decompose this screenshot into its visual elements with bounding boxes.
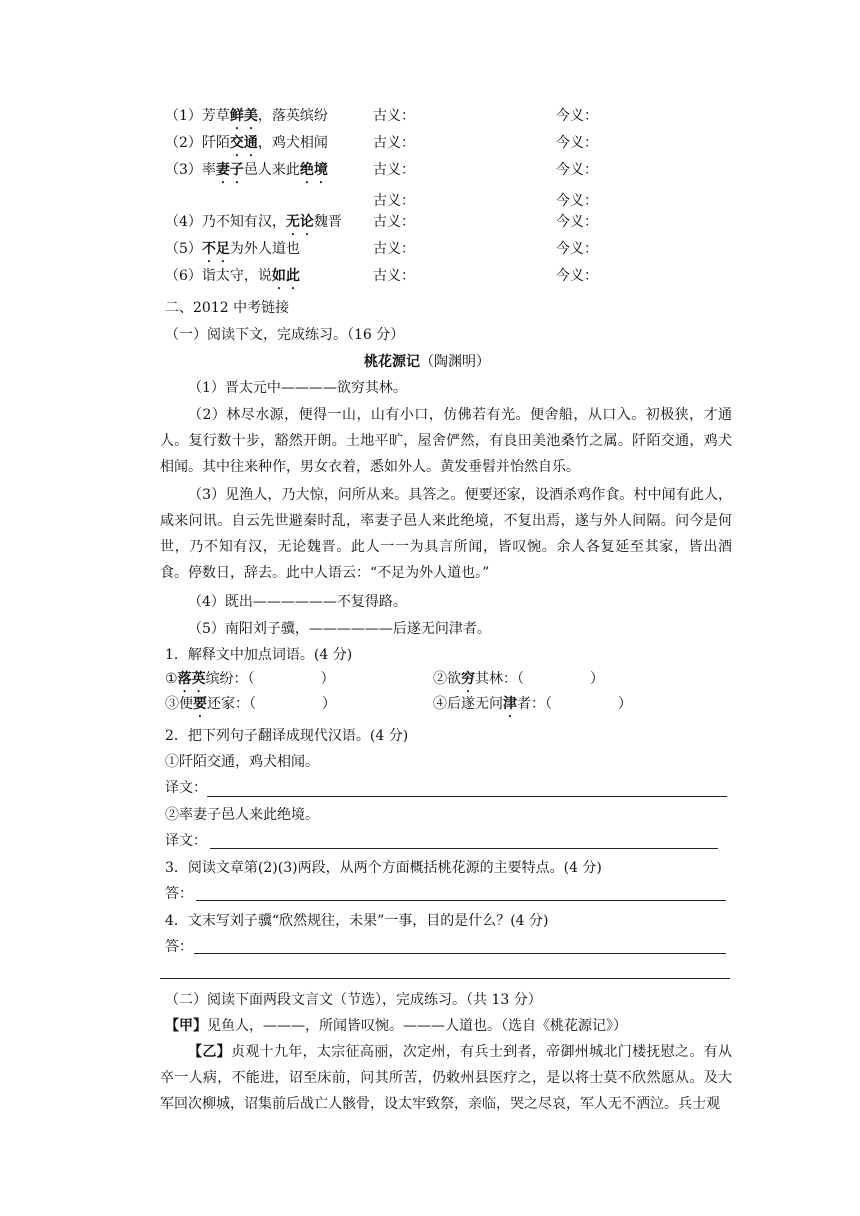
dotted-word: 论 (299, 214, 314, 230)
old-meaning-label: 古义： (373, 193, 415, 209)
vocab-row-4 (165, 212, 342, 232)
passage-yi (160, 1039, 732, 1117)
answer-line[interactable] (160, 978, 730, 979)
vocab-row-1 (165, 106, 328, 126)
item-text: 者：（ (517, 696, 552, 712)
new-meaning-label: 今义： (556, 241, 598, 257)
q1-item-2 (433, 669, 604, 689)
passage-tag: 【乙】 (188, 1044, 231, 1060)
dotted-word: 此 (285, 268, 300, 284)
old-meaning-label: 古义： (373, 162, 415, 178)
dotted-word: 通 (243, 135, 258, 151)
vocab-row-2 (165, 133, 328, 153)
title-text: 桃花源记 (364, 354, 420, 370)
question-2-stem: 2．把下列句子翻译成现代汉语。(4 分) (165, 728, 409, 744)
question-3-stem: 3．阅读文章第(2)(3)两段，从两个方面概括桃花源的主要特点。(4 分) (165, 860, 602, 876)
new-meaning-label: 今义： (556, 162, 598, 178)
answer-line[interactable] (194, 953, 726, 954)
old-meaning-label: 古义： (373, 135, 415, 151)
item-number: ④ (433, 696, 447, 712)
passage-tag: 【甲】 (165, 1018, 207, 1034)
row-number: （4） (165, 214, 202, 230)
dotted-word: 绝 (299, 162, 314, 178)
q1-item-3 (165, 694, 336, 714)
dotted-word: 落 (177, 671, 192, 687)
part-intro: （一）阅读下文，完成练习。（16 分） (165, 327, 405, 343)
old-meaning-label: 古义： (373, 214, 415, 230)
row-text: 阡陌 (201, 135, 230, 151)
answer-line[interactable] (210, 848, 718, 849)
dotted-word: 妻 (215, 162, 230, 178)
dotted-word: 要 (193, 696, 207, 712)
row-text: 邑人来此 (243, 162, 300, 178)
dotted-word: 如 (271, 268, 286, 284)
item-number: ② (433, 671, 447, 687)
item-text: ） (320, 671, 335, 687)
row-text: 率 (201, 162, 216, 178)
dotted-word: 鲜 (229, 108, 244, 124)
item-text: 缤纷：（ (205, 671, 255, 687)
q2-sentence-2: ②率妻子邑人来此绝境。 (165, 807, 319, 823)
dotted-word: 足 (215, 241, 230, 257)
row-number: （6） (165, 268, 202, 284)
passage-text: 见鱼人，———，所闻皆叹惋。———人道也。（选自《桃花源记》） (207, 1018, 627, 1034)
dotted-word: 美 (243, 108, 258, 124)
q1-item-4 (433, 694, 632, 714)
paragraph-5: （5）南阳刘子骥，——————后遂无问津者。 (188, 621, 491, 637)
dotted-word: 穷 (461, 671, 475, 687)
old-meaning-label: 古义： (373, 108, 415, 124)
item-number: ① (165, 671, 178, 687)
answer-line[interactable] (196, 900, 726, 901)
row-number: （1） (165, 108, 202, 124)
item-text: 还家：（ (207, 696, 256, 712)
dotted-word: 境 (313, 162, 328, 178)
author-text: （陶渊明） (420, 354, 490, 370)
row-text: 魏晋 (313, 214, 342, 230)
translation-label: 译文： (165, 780, 207, 796)
new-meaning-label: 今义： (556, 108, 598, 124)
dotted-word: 英 (191, 671, 206, 687)
passage-title (364, 352, 490, 372)
old-meaning-label: 古义： (373, 268, 415, 284)
new-meaning-label: 今义： (556, 214, 598, 230)
passage-jia (165, 1016, 627, 1036)
question-4-stem: 4．文末写刘子骥“欣然规往，未果”一事，目的是什么？(4 分) (165, 913, 549, 929)
item-text: 其林：（ (475, 671, 524, 687)
old-meaning-label: 古义： (373, 241, 415, 257)
dotted-word: 津 (503, 696, 517, 712)
translation-label: 译文： (165, 833, 207, 849)
row-number: （2） (165, 135, 202, 151)
item-text: 欲 (447, 671, 461, 687)
row-text: 乃不知有汉， (201, 214, 286, 230)
row-text: 为外人道也 (229, 241, 300, 257)
item-text: ） (322, 696, 336, 712)
dotted-word: 交 (229, 135, 244, 151)
part-intro: （二）阅读下面两段文言文（节选），完成练习。（共 13 分） (165, 992, 542, 1008)
row-text: 诣太守，说 (201, 268, 272, 284)
item-text: 后遂无问 (447, 696, 503, 712)
row-text: 芳草 (201, 108, 230, 124)
new-meaning-label: 今义： (556, 268, 598, 284)
answer-label: 答： (165, 886, 193, 902)
dotted-word: 子 (229, 162, 244, 178)
vocab-row-5 (165, 239, 300, 259)
answer-line[interactable] (207, 796, 727, 797)
vocab-row-3 (165, 160, 328, 180)
new-meaning-label: 今义： (556, 135, 598, 151)
dotted-word: 无 (285, 214, 300, 230)
q1-item-1 (165, 669, 335, 689)
item-number: ③ (165, 696, 179, 712)
new-meaning-label: 今义： (556, 193, 598, 209)
answer-label: 答： (165, 939, 193, 955)
dotted-word: 不 (201, 241, 216, 257)
row-number: （5） (165, 241, 202, 257)
q2-sentence-1: ①阡陌交通，鸡犬相闻。 (165, 754, 319, 770)
vocab-row-6 (165, 266, 300, 286)
question-1-stem: 1．解释文中加点词语。(4 分) (165, 647, 353, 663)
row-text: ，落英缤纷 (257, 108, 328, 124)
item-text: 便 (179, 696, 193, 712)
item-text: ） (618, 696, 632, 712)
row-number: （3） (165, 162, 202, 178)
paragraph-1: （1）晋太元中————欲穷其林。 (188, 380, 407, 396)
paragraph-4: （4）既出——————不复得路。 (188, 594, 407, 610)
row-text: ，鸡犬相闻 (257, 135, 328, 151)
paragraph-3: （3）见渔人，乃大惊，问所从来。具答之。便要还家，设酒杀鸡作食。村中闻有此人，咸来问讯。自云先世避秦时乱，率妻子邑人来此绝境，不复出焉，遂与外人间隔。问今是何世，乃不知有汉，无论魏晋。此人一一为具言所闻，皆叹惋。余人各复延至其家，皆出酒食。停数日，辞去。此中人语云：“不足为外人道也。” (160, 487, 732, 581)
paragraph-2: （2）林尽水源，便得一山，山有小口，仿佛若有光。便舍船，从口入。初极狭，才通人。复行数十步，豁然开朗。土地平旷，屋舍俨然，有良田美池桑竹之属。阡陌交通，鸡犬相闻。其中往来种作，男女衣着，悉如外人。黄发垂髫并怡然自乐。 (160, 407, 732, 475)
item-text: ） (590, 671, 604, 687)
passage-text: 贞观十九年，太宗征高丽，次定州，有兵士到者，帝御州城北门楼抚慰之。有从卒一人病，不能进，诏至床前，问其所苦，仍敕州县医疗之，是以将士莫不欣然愿从。及大军回次柳城，诏集前后战亡人骸骨，设太牢致祭，亲临，哭之尽哀，军人无不洒泣。兵士观 (160, 1044, 733, 1112)
section-heading: 二、2012 中考链接 (165, 300, 290, 316)
